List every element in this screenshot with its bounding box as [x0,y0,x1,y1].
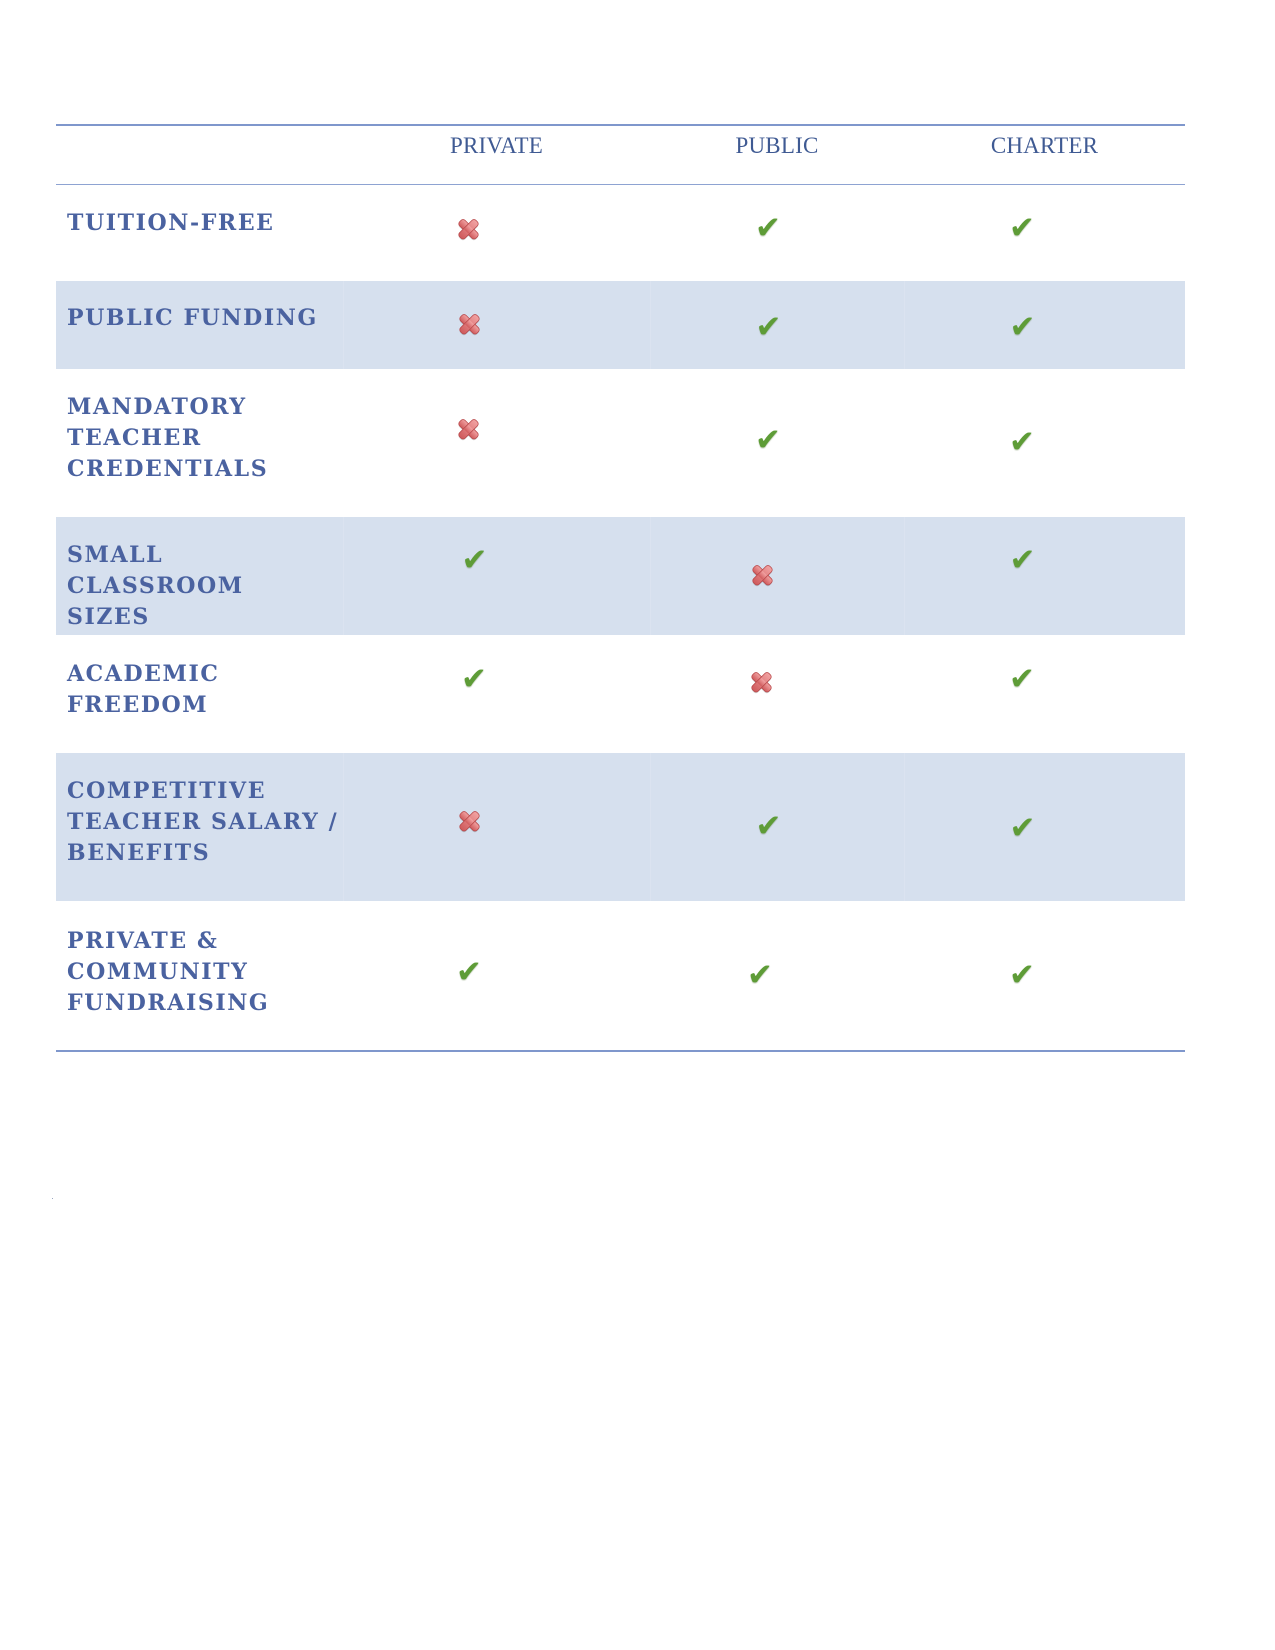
table-row [56,184,1185,281]
check-icon: ✔ [461,542,488,578]
table-row [56,517,1185,635]
cross-icon [455,415,482,442]
row-label-line: COMPETITIVE [67,778,267,804]
private-cell [343,517,650,635]
row-label-cell [56,635,343,753]
charter-cell [904,517,1185,635]
check-icon: ✔ [1009,542,1036,578]
check-icon: ✔ [755,422,781,458]
table-row [56,901,1185,1051]
row-label-line: BENEFITS [67,840,211,866]
row-label-cell [56,517,343,635]
charter-cell [904,901,1185,1051]
check-icon: ✔ [461,661,487,697]
public-cell [650,753,904,901]
charter-cell [904,281,1185,369]
header-private-label: PRIVATE [450,133,543,158]
public-cell [650,281,904,369]
private-cell [343,753,650,901]
check-icon: ✔ [456,954,482,990]
table-row [56,635,1185,753]
row-label-line: CREDENTIALS [67,456,269,482]
header-charter [904,125,1185,184]
cross-icon [748,668,775,695]
row-label-line: TEACHER SALARY / [67,809,339,835]
check-icon: ✔ [1009,424,1035,460]
table-row [56,369,1185,517]
row-label-cell [56,753,343,901]
cross-icon [749,561,776,588]
row-label-line: MANDATORY [67,394,247,420]
row-label-line: SMALL CLASSROOM [67,542,244,599]
stray-mark [52,1198,53,1199]
row-label-cell [56,281,343,369]
table-row [56,281,1185,369]
charter-cell [904,753,1185,901]
public-cell [650,901,904,1051]
check-icon: ✔ [755,309,782,345]
check-icon: ✔ [755,209,781,246]
check-icon: ✔ [1009,957,1035,993]
public-cell [650,635,904,753]
charter-cell [904,184,1185,281]
public-cell [650,369,904,517]
private-cell [343,901,650,1051]
header-row [56,125,1185,184]
row-label-cell [56,901,343,1051]
private-cell [343,281,650,369]
row-label-cell [56,184,343,281]
header-public-label: PUBLIC [735,133,819,158]
row-label-line: TEACHER [67,425,202,451]
check-icon: ✔ [1009,810,1036,846]
cross-icon [455,215,482,242]
header-public [650,125,904,184]
row-label-line: PRIVATE & [67,928,219,954]
row-label-line: PUBLIC FUNDING [67,305,318,331]
public-cell [650,517,904,635]
row-label-line: TUITION-FREE [67,209,275,236]
private-cell [343,635,650,753]
table-row [56,753,1185,901]
row-label-line: ACADEMIC [67,661,220,687]
header-private [343,125,650,184]
check-icon: ✔ [1009,661,1035,697]
row-label-line: COMMUNITY [67,959,249,985]
check-icon: ✔ [755,808,782,844]
row-label-line: FUNDRAISING [67,990,270,1016]
charter-cell [904,635,1185,753]
private-cell [343,184,650,281]
private-cell [343,369,650,517]
charter-cell [904,369,1185,517]
table-body [56,184,1185,1051]
row-label-line: SIZES [67,604,150,630]
cross-icon [456,310,483,337]
check-icon: ✔ [1009,309,1036,345]
check-icon: ✔ [747,957,773,993]
header-blank [56,125,343,184]
check-icon: ✔ [1009,209,1035,246]
header-charter-label: CHARTER [990,133,1099,158]
cross-icon [456,807,483,834]
row-label-cell [56,369,343,517]
public-cell [650,184,904,281]
comparison-table [56,124,1185,1052]
row-label-line: FREEDOM [67,692,209,718]
